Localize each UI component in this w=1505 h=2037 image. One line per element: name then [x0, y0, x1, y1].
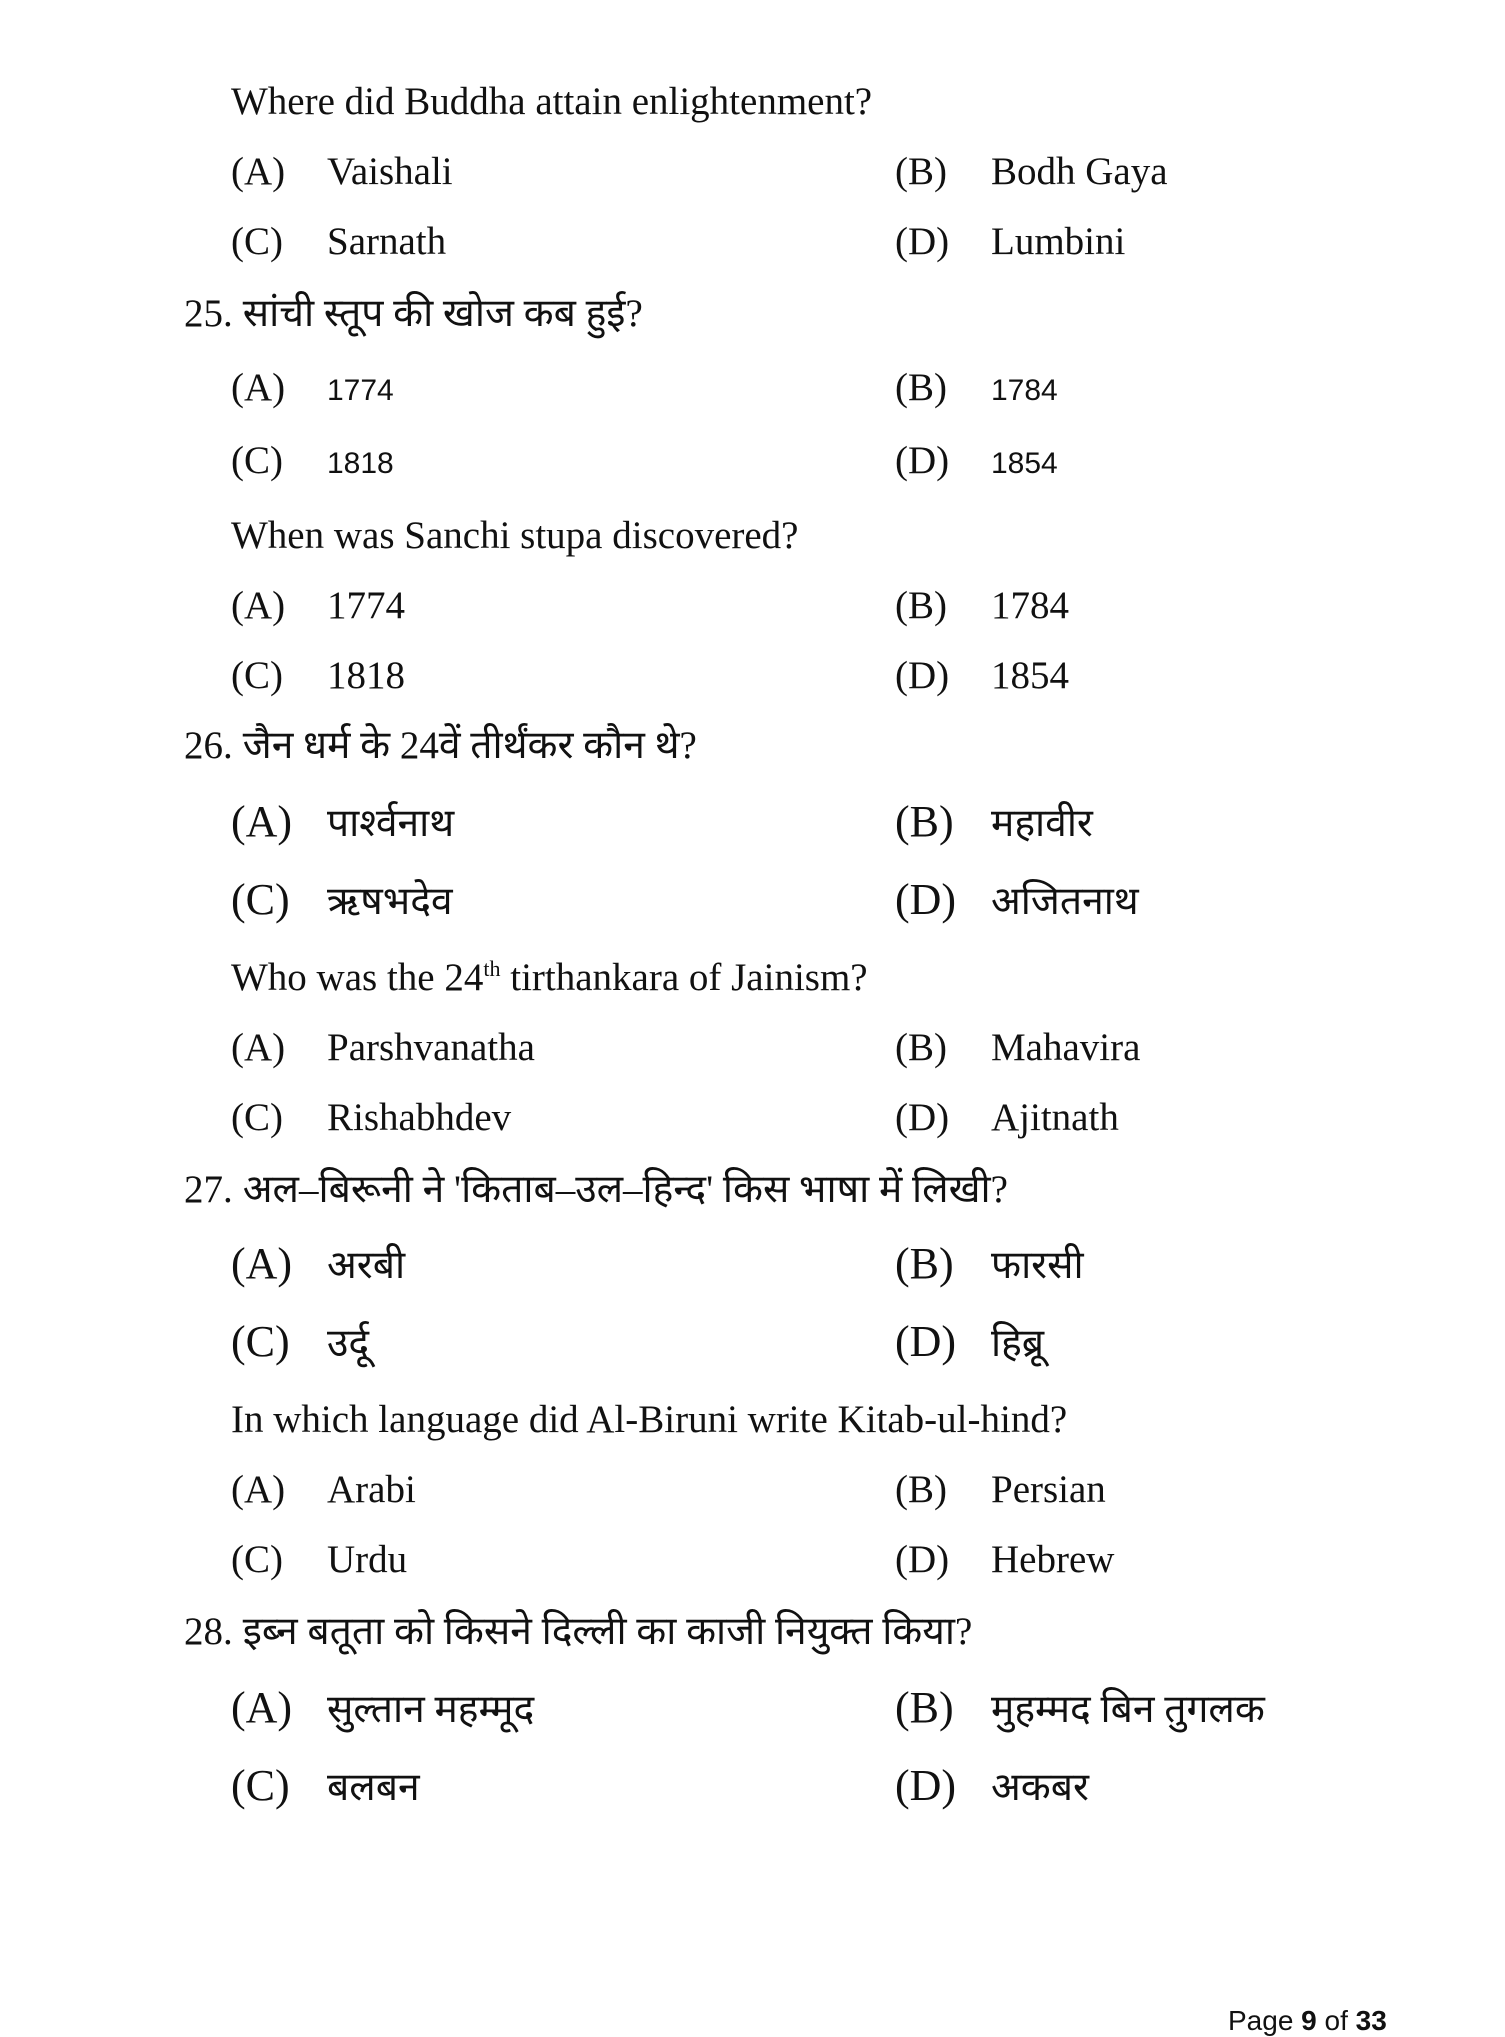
option-label: (D): [895, 1096, 950, 1139]
question-25-hindi: [184, 290, 643, 338]
q28-hi-option-b: [895, 1684, 1265, 1734]
option-label: (A): [231, 584, 286, 627]
q25-en-option-b: [895, 582, 1069, 630]
q27-en-option-d: [895, 1536, 1114, 1584]
option-label: (B): [895, 584, 947, 627]
question-number: 27.: [184, 1168, 233, 1211]
option-text: 1774: [327, 374, 394, 407]
q27-hi-option-d: [895, 1318, 1044, 1368]
q28-hi-option-d: [895, 1762, 1089, 1812]
option-label: (B): [895, 1468, 947, 1511]
q24-option-d: [895, 218, 1125, 266]
option-label: (A): [231, 1468, 286, 1511]
q25-en-option-c: [231, 652, 405, 700]
option-label: (A): [231, 1683, 293, 1732]
option-text: Mahavira: [991, 1026, 1141, 1069]
option-label: (D): [895, 875, 957, 924]
question-27-hindi: [184, 1166, 1008, 1214]
option-label: (C): [231, 1538, 283, 1581]
q26-hi-option-c: [231, 876, 453, 926]
option-label: (B): [895, 1239, 954, 1288]
q27-hi-option-c: [231, 1318, 369, 1368]
q27-hi-option-b: [895, 1240, 1084, 1290]
q27-en-option-b: [895, 1466, 1106, 1514]
q26-en-option-d: [895, 1094, 1119, 1142]
question-text: जैन धर्म के 24वें तीर्थंकर कौन थे?: [242, 724, 697, 767]
option-text: 1854: [991, 447, 1058, 480]
question-number: 28.: [184, 1610, 233, 1653]
option-label: (A): [231, 1239, 293, 1288]
total-pages: 33: [1355, 2005, 1387, 2036]
option-label: (D): [895, 654, 950, 697]
option-text: Bodh Gaya: [991, 150, 1168, 193]
question-text-part: Who was the 24: [231, 956, 484, 999]
option-text: 1774: [327, 584, 405, 627]
option-text: पार्श्वनाथ: [327, 802, 455, 845]
q25-en-option-d: [895, 652, 1069, 700]
option-label: (C): [231, 439, 283, 482]
option-text: Vaishali: [327, 150, 453, 193]
option-text: Persian: [991, 1468, 1106, 1511]
option-label: (B): [895, 366, 947, 409]
option-text: Parshvanatha: [327, 1026, 535, 1069]
option-label: (B): [895, 150, 947, 193]
q26-hi-option-a: [231, 798, 454, 848]
q27-en-option-a: [231, 1466, 416, 1514]
question-26-hindi: [184, 722, 697, 770]
option-text: 1784: [991, 374, 1058, 407]
option-text: फारसी: [991, 1244, 1084, 1287]
q26-en-option-b: [895, 1024, 1140, 1072]
option-text: Rishabhdev: [327, 1096, 512, 1139]
option-text: मुहम्मद बिन तुगलक: [991, 1688, 1265, 1731]
question-text: सांची स्तूप की खोज कब हुई?: [242, 292, 643, 335]
question-26-english: [231, 954, 868, 1002]
page-number-footer: [1228, 2005, 1387, 2037]
question-text: इब्न बतूता को किसने दिल्ली का काजी नियुक्त किया?: [242, 1610, 973, 1653]
option-label: (C): [231, 220, 283, 263]
option-text: सुल्तान महम्मूद: [327, 1688, 535, 1731]
q25-hi-option-a: [231, 364, 394, 415]
q26-hi-option-b: [895, 798, 1093, 848]
option-label: (D): [895, 1761, 957, 1810]
question-number: 25.: [184, 292, 233, 335]
option-label: (A): [231, 366, 286, 409]
q24-option-b: [895, 148, 1168, 196]
current-page: 9: [1301, 2005, 1317, 2036]
option-text: Urdu: [327, 1538, 408, 1581]
option-label: (B): [895, 1026, 947, 1069]
q26-hi-option-d: [895, 876, 1139, 926]
option-text: Hebrew: [991, 1538, 1115, 1581]
question-text: अल–बिरूनी ने 'किताब–उल–हिन्द' किस भाषा में लिखी?: [242, 1168, 1008, 1211]
question-27-english: In which language did Al-Biruni write Kitab-ul-hind?: [231, 1398, 1068, 1441]
q26-en-option-c: [231, 1094, 511, 1142]
option-label: (B): [895, 797, 954, 846]
option-label: (D): [895, 1317, 957, 1366]
option-label: (D): [895, 439, 950, 482]
option-text: Sarnath: [327, 220, 447, 263]
q25-en-option-a: [231, 582, 405, 630]
option-text: ऋषभदेव: [327, 880, 453, 923]
option-label: (A): [231, 797, 293, 846]
q27-hi-option-a: [231, 1240, 405, 1290]
option-label: (C): [231, 1761, 290, 1810]
footer-prefix: Page: [1228, 2005, 1302, 2036]
option-text: 1854: [991, 654, 1069, 697]
option-label: (C): [231, 1096, 283, 1139]
option-text: उर्दू: [327, 1322, 370, 1365]
option-text: 1818: [327, 654, 405, 697]
q28-hi-option-a: [231, 1684, 534, 1734]
option-label: (C): [231, 1317, 290, 1366]
question-25-english: When was Sanchi stupa discovered?: [231, 514, 799, 557]
q25-hi-option-d: [895, 437, 1058, 488]
q27-en-option-c: [231, 1536, 407, 1584]
option-label: (D): [895, 220, 950, 263]
question-28-hindi: [184, 1608, 972, 1656]
option-label: (A): [231, 1026, 286, 1069]
option-text: Lumbini: [991, 220, 1126, 263]
option-label: (C): [231, 654, 283, 697]
q26-en-option-a: [231, 1024, 535, 1072]
option-text: Ajitnath: [991, 1096, 1119, 1139]
option-text: Arabi: [327, 1468, 416, 1511]
q24-option-c: [231, 218, 446, 266]
option-text: हिब्रू: [991, 1322, 1045, 1365]
q25-hi-option-c: [231, 437, 394, 488]
q25-hi-option-b: [895, 364, 1058, 415]
question-number: 26.: [184, 724, 233, 767]
option-text: महावीर: [991, 802, 1093, 845]
question-text-part: tirthankara of Jainism?: [500, 956, 868, 999]
option-label: (A): [231, 150, 286, 193]
option-label: (B): [895, 1683, 954, 1732]
ordinal-suffix: th: [483, 956, 501, 981]
option-text: अकबर: [991, 1766, 1089, 1809]
option-text: बलबन: [327, 1766, 420, 1809]
option-text: अरबी: [327, 1244, 406, 1287]
option-label: (D): [895, 1538, 950, 1581]
option-text: 1818: [327, 447, 394, 480]
footer-middle: of: [1316, 2005, 1356, 2036]
question-24-english: Where did Buddha attain enlightenment?: [231, 80, 873, 123]
option-text: अजितनाथ: [991, 880, 1139, 923]
option-label: (C): [231, 875, 290, 924]
q24-option-a: [231, 148, 453, 196]
q28-hi-option-c: [231, 1762, 420, 1812]
option-text: 1784: [991, 584, 1069, 627]
